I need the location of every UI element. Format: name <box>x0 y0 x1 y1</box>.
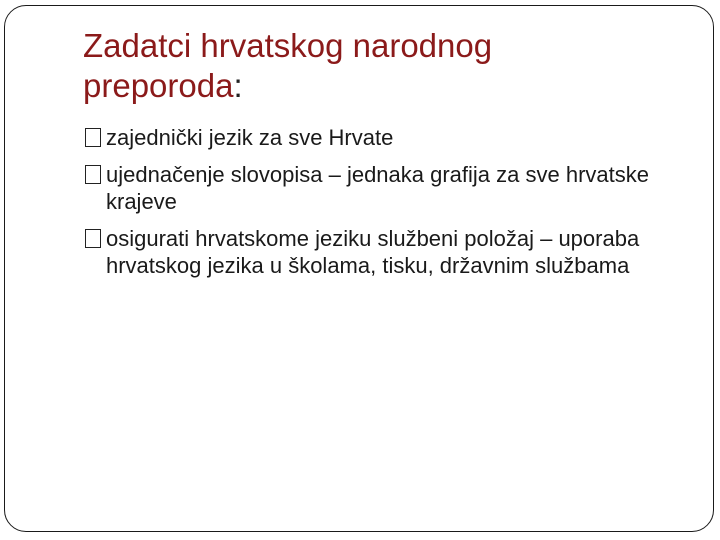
missing-glyph-bullet-icon <box>85 165 101 184</box>
missing-glyph-bullet-icon <box>85 128 101 147</box>
bullet-text: zajednički jezik za sve Hrvate <box>106 125 394 150</box>
bullet-text: osigurati hrvatskome jeziku službeni položaj – uporaba hrvatskog jezika u školama, tisku, državnim službama <box>106 226 640 278</box>
bullet-item <box>83 225 683 279</box>
slide-frame <box>4 5 714 532</box>
bullet-text: ujednačenje slovopisa – jednaka grafija za sve hrvatske krajeve <box>106 162 649 214</box>
missing-glyph-bullet-icon <box>85 229 101 248</box>
bullet-list <box>83 124 683 289</box>
slide-title-text: Zadatci hrvatskog narodnog preporoda <box>83 27 493 104</box>
bullet-item <box>83 124 683 151</box>
bullet-item <box>83 161 683 215</box>
slide-title-colon: : <box>233 67 243 104</box>
slide-title <box>83 26 643 106</box>
